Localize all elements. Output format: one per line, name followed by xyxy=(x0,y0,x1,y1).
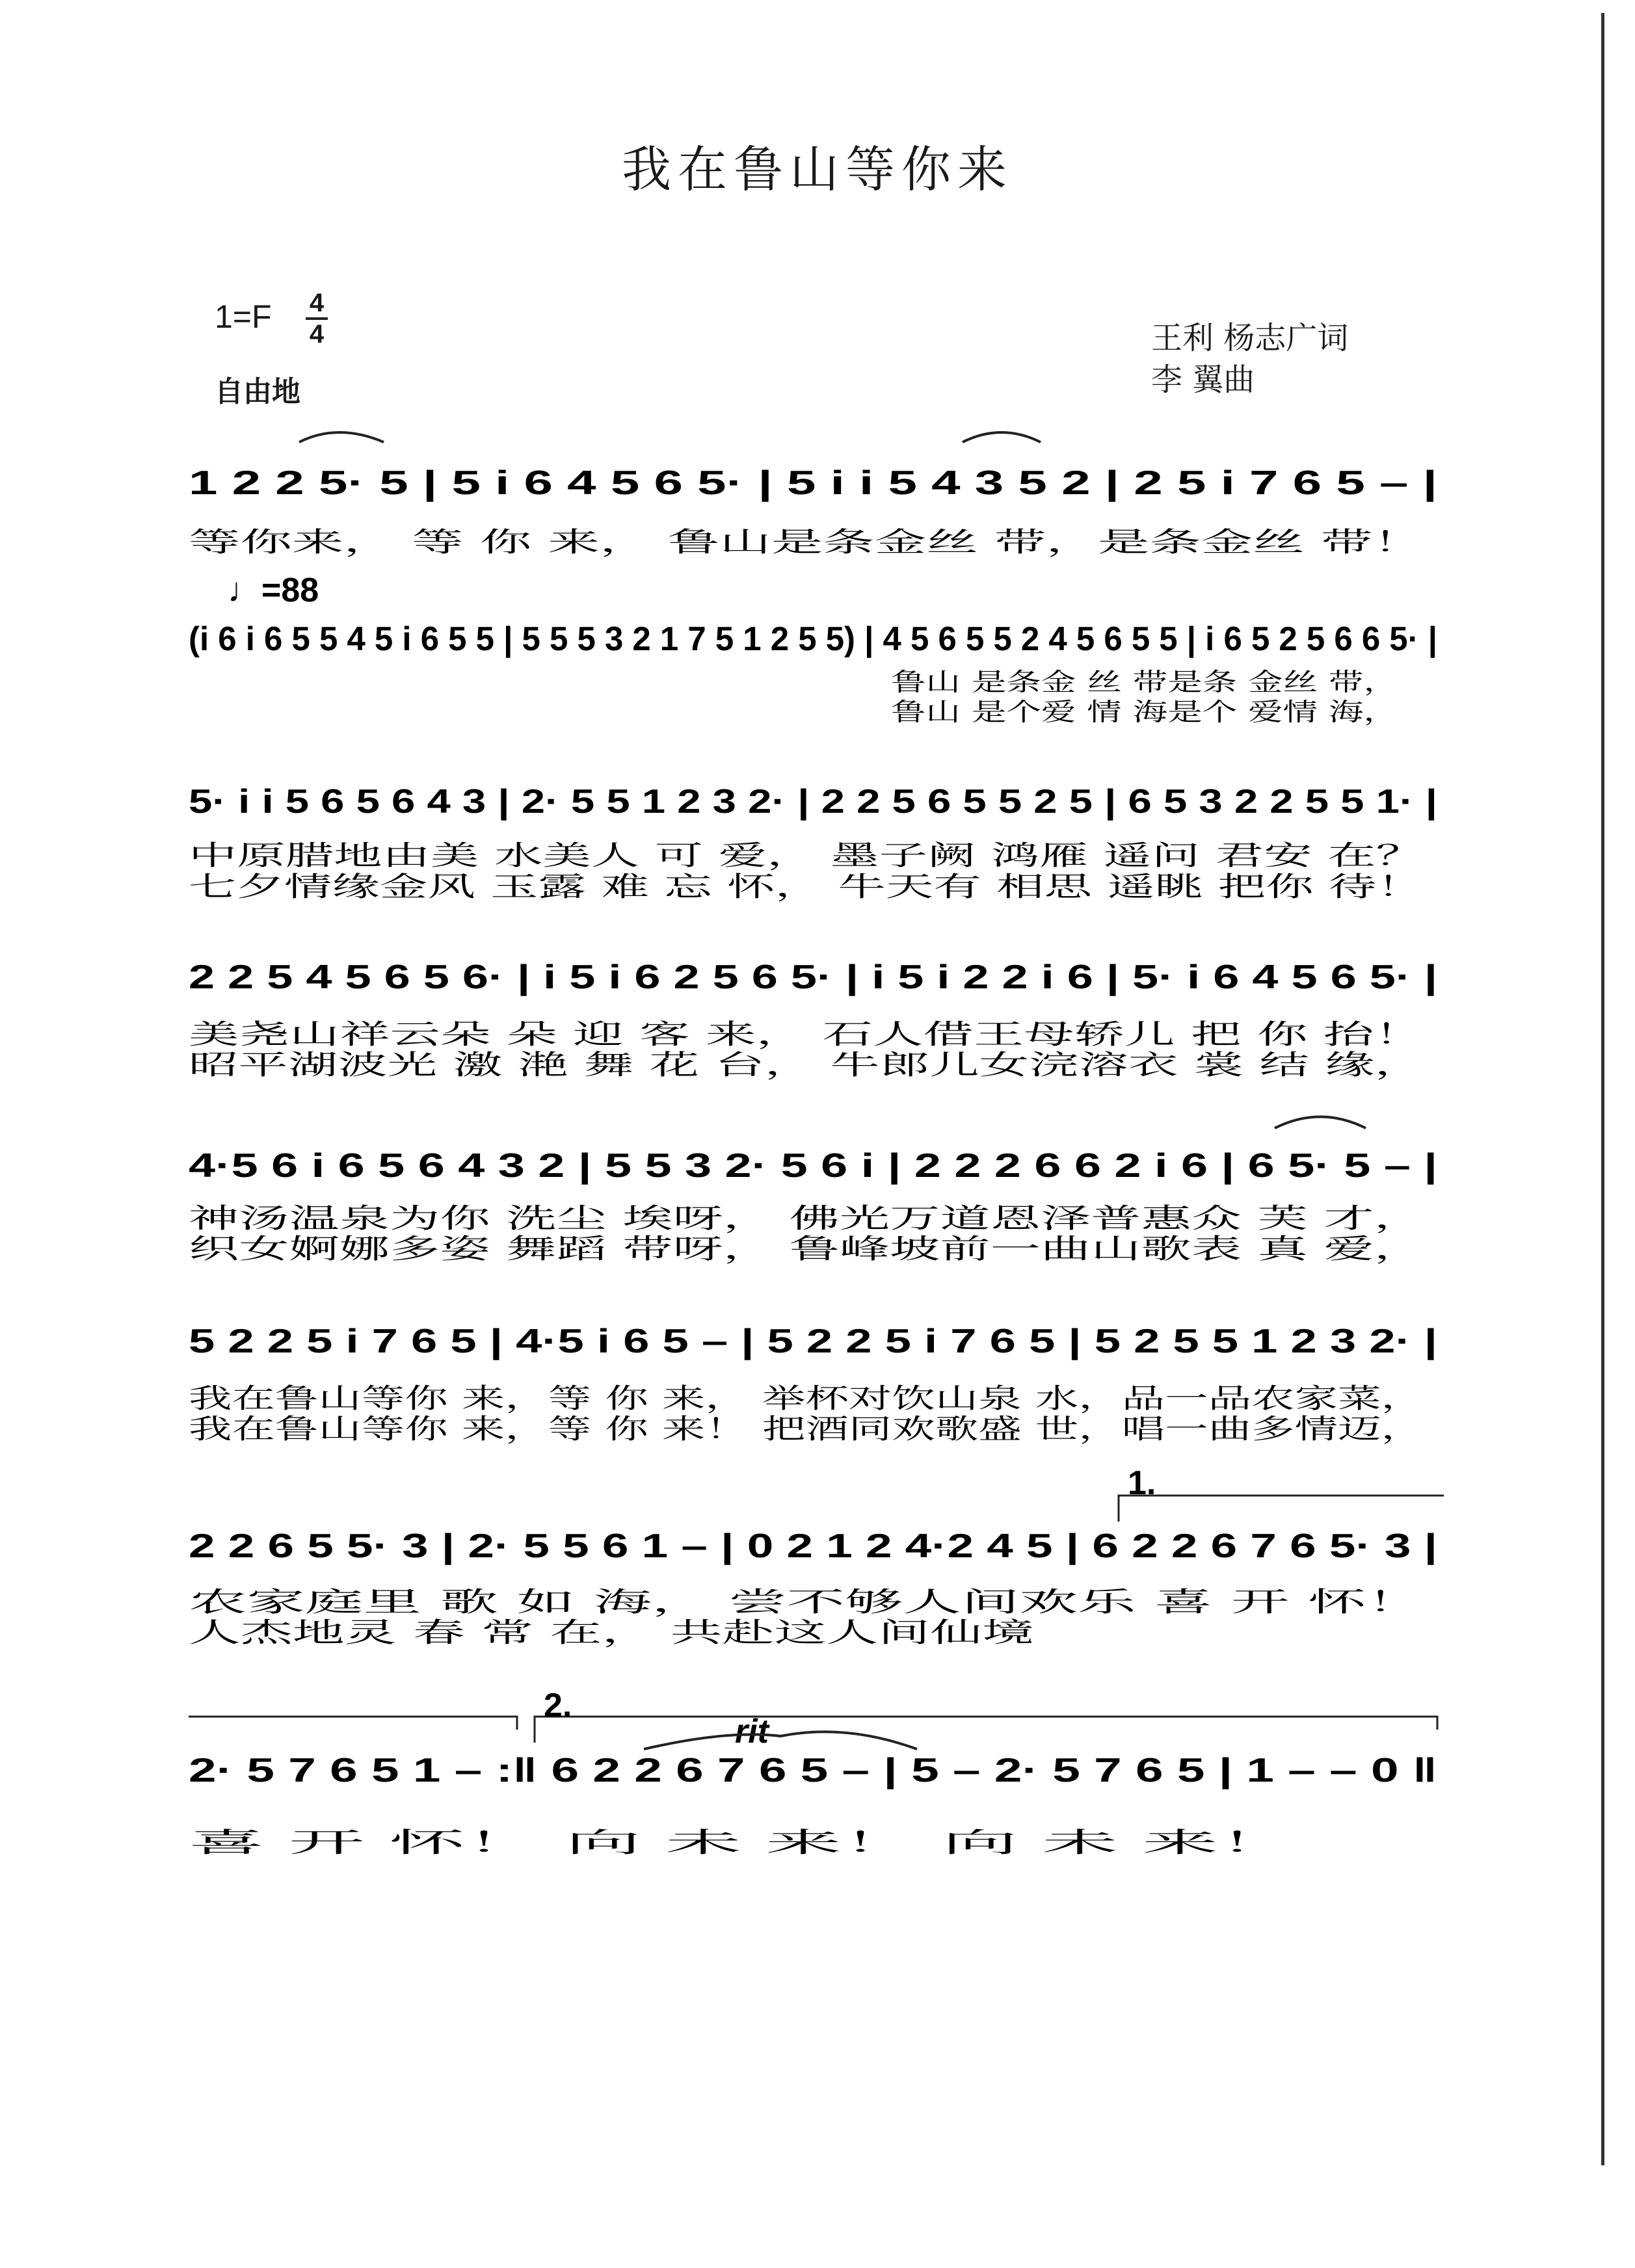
score-row-5 xyxy=(189,1117,1437,1265)
time-signature-bottom: 4 xyxy=(309,320,325,349)
composer-credit: 李 翼曲 xyxy=(1151,362,1255,398)
row-5-lyric-2: 织女婀娜多姿 舞蹈 带呀， 鲁峰坡前一曲山歌表 真 爱， xyxy=(189,1233,1424,1265)
row-6-notes: 5 2 2 5 i 7 6 5 | 4·5 i 6 5 – | 5 2 2 5 i 7 6 5 | 5 2 5 5 1 2 3 2· | xyxy=(189,1323,1437,1360)
score-row-8 xyxy=(189,1687,1437,1858)
score-row-6 xyxy=(189,1323,1437,1445)
volta-bracket-1-end xyxy=(189,1717,517,1730)
row-8-notes: 2· 5 7 6 5 1 – :‖ 6 2 2 6 7 6 5 – | 5 – 2· 5 7 6 5 | 1 – – 0 ‖ xyxy=(189,1752,1437,1789)
key-signature: 1=F xyxy=(215,298,272,335)
slur-mark xyxy=(963,432,1041,442)
row-3-notes: 5· i i 5 6 5 6 4 3 | 2· 5 5 1 2 3 2· | 2 2 5 6 5 5 2 5 | 6 5 3 2 2 5 5 1· | xyxy=(189,783,1437,821)
score-row-7 xyxy=(189,1464,1444,1648)
tempo-marking: 自由地 xyxy=(215,375,300,408)
row-4-lyric-2: 昭平湖波光 激 滟 舞 花 台， 牛郎儿女浣溶衣 裳 结 缘， xyxy=(189,1049,1424,1081)
row-1-lyric-1: 等你来， 等 你 来， 鲁山是条金丝 带，是条金丝 带！ xyxy=(189,526,1424,558)
volta-1-label: 1. xyxy=(1128,1464,1156,1502)
volta-bracket-1 xyxy=(1119,1496,1444,1522)
row-5-notes: 4·5 6 i 6 5 6 4 3 2 | 5 5 3 2· 5 6 i | 2 2 2 6 6 2 i 6 | 6 5· 5 – | xyxy=(189,1147,1437,1185)
row-2-lyric-1: 鲁山 是条金 丝 带是条 金丝 带， xyxy=(891,668,1398,696)
row-7-notes: 2 2 6 5 5· 3 | 2· 5 5 6 1 – | 0 2 1 2 4·2 4 5 | 6 2 2 6 7 6 5· 3 | xyxy=(189,1527,1437,1565)
row-2-notes: (i 6 i 6 5 5 4 5 i 6 5 5 | 5 5 5 3 2 1 7 5 1 2 5 5) | 4 5 6 5 5 2 4 5 6 5 5 | i 6 5 2 5 6 6 5· | xyxy=(189,620,1437,658)
ritardando-mark: rit xyxy=(735,1713,769,1750)
song-title: 我在鲁山等你来 xyxy=(622,140,1013,198)
row-5-lyric-1: 神汤温泉为你 洗尘 埃呀， 佛光万道恩泽普惠众 芙 才， xyxy=(189,1202,1424,1234)
row-4-notes: 2 2 5 4 5 6 5 6· | i 5 i 6 2 5 6 5· | i 5 i 2 2 i 6 | 5· i 6 4 5 6 5· | xyxy=(189,958,1437,996)
row-2-lyric-2: 鲁山 是个爱 情 海是个 爱情 海， xyxy=(891,698,1398,726)
row-6-lyric-2: 我在鲁山等你 来，等 你 来！ 把酒同欢歌盛 世，唱一曲多情迈， xyxy=(189,1413,1424,1445)
metronome-marking: ♩=88 xyxy=(228,572,319,609)
score-row-3 xyxy=(189,783,1437,903)
row-6-lyric-1: 我在鲁山等你 来，等 你 来， 举杯对饮山泉 水，品一品农家菜， xyxy=(189,1382,1424,1414)
volta-bracket-2 xyxy=(535,1717,1437,1743)
row-7-lyric-2: 人杰地灵 春 常 在， 共赴这人间仙境 xyxy=(189,1616,1034,1648)
slur-mark xyxy=(299,432,384,442)
row-3-lyric-1: 中原腊地由美 水美人 可 爱， 墨子阙 鸿雁 遥问 君安 在？ xyxy=(189,839,1424,871)
row-7-lyric-1: 农家庭里 歌 如 海， 尝不够人间欢乐 喜 开 怀！ xyxy=(189,1586,1424,1618)
slur-mark xyxy=(1275,1117,1366,1129)
row-8-lyric-1: 喜 开 怀！ 向 未 来！ 向 未 来！ xyxy=(189,1826,1294,1858)
lyricist-credit: 王利 杨志广词 xyxy=(1151,320,1349,356)
row-3-lyric-2: 七夕情缘金风 玉露 难 忘 怀， 牛天有 相思 遥眺 把你 待！ xyxy=(189,871,1424,903)
score-row-4 xyxy=(189,958,1437,1081)
score-row-1 xyxy=(189,432,1437,558)
slur-mark xyxy=(644,1732,917,1749)
score-row-2 xyxy=(189,620,1437,726)
time-signature-top: 4 xyxy=(309,289,325,317)
volta-2-label: 2. xyxy=(544,1687,572,1724)
row-4-lyric-1: 美尧山祥云朵 朵 迎 客 来， 石人借王母轿儿 把 你 抬！ xyxy=(189,1018,1424,1050)
row-1-notes: 1 2 2 5· 5 | 5 i 6 4 5 6 5· | 5 i i 5 4 3 5 2 | 2 5 i 7 6 5 – | xyxy=(189,464,1437,502)
